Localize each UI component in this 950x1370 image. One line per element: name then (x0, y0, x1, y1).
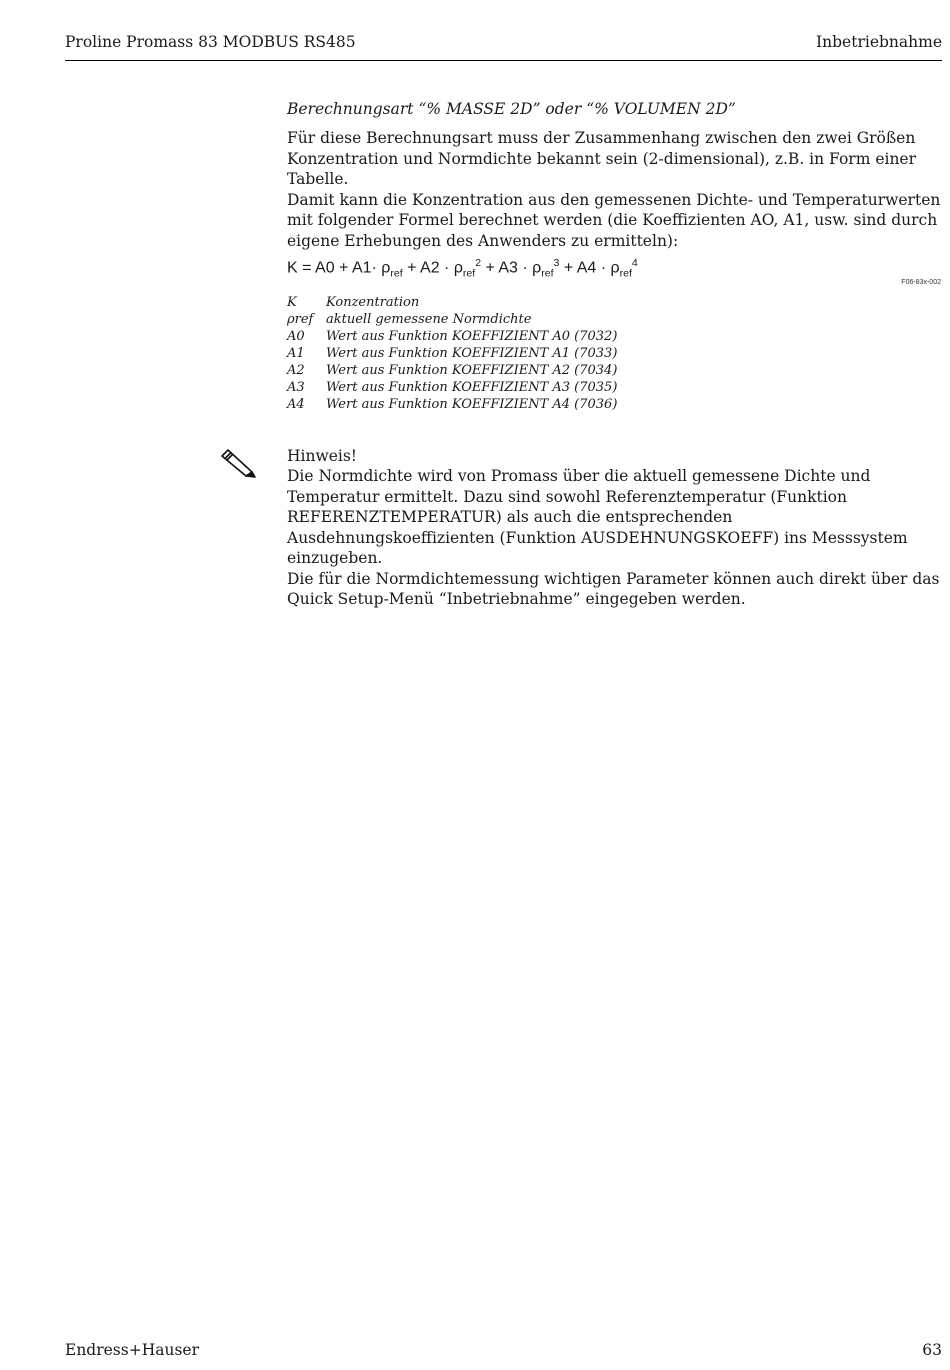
header-divider (65, 60, 942, 61)
intro-paragraph: Für diese Berechnungsart muss der Zusammenhang zwischen den zwei Größen Konzentration und Normdichte bekannt sein (2-dimensional), z.B. in Form einer Tabelle. (287, 129, 917, 188)
note-paragraph: Die für die Normdichtemessung wichtigen Parameter können auch direkt über das Quick Setup-Menü “Inbetriebnahme” eingegeben werden. (287, 569, 940, 608)
legend-description: Konzentration (326, 295, 420, 310)
legend-row (287, 379, 617, 396)
legend-row (287, 362, 617, 379)
legend-symbol: A4 (287, 397, 305, 412)
legend-description: Wert aus Funktion KOEFFIZIENT A2 (7034) (326, 363, 618, 378)
formula-ref: ref (390, 267, 403, 280)
legend-row (287, 396, 617, 413)
legend-row (287, 294, 617, 311)
legend-description: Wert aus Funktion KOEFFIZIENT A3 (7035) (326, 380, 618, 395)
footer-company: Endress+Hauser (65, 1341, 199, 1359)
legend-description: aktuell gemessene Normdichte (326, 312, 532, 327)
formula-term: + A4 · (559, 259, 611, 277)
legend-symbol: A2 (287, 363, 305, 378)
legend-symbol: K (287, 295, 297, 310)
header-document-title: Proline Promass 83 MODBUS RS485 (65, 33, 356, 51)
legend-description: Wert aus Funktion KOEFFIZIENT A0 (7032) (326, 329, 618, 344)
legend-row (287, 345, 617, 362)
formula-ref: ref (619, 267, 632, 280)
formula-rho: ρ (453, 259, 463, 277)
intro-paragraph: Damit kann die Konzentration aus den gemessenen Dichte- und Temperaturwerten mit folgender Formel berechnet werden (die Koeffizienten AO, A1, usw. sind durch eigene Erhebungen des Anwenders zu ermitteln): (287, 190, 941, 250)
pencil-icon (218, 446, 258, 478)
formula-exponent: 2 (475, 257, 482, 269)
legend-row (287, 328, 617, 345)
formula-ref: ref (462, 267, 476, 280)
formula-term: + A3 · (481, 259, 533, 277)
note-paragraph: Die Normdichte wird von Promass über die aktuell gemessene Dichte und Temperatur ermittelt. Dazu sind sowohl Referenztemperatur (Funktion REFERENZTEMPERATUR) als auch die entsprechenden Ausdehnungskoeffizienten (Funktion AUSDEHNUNGSKOEFF) ins Messsystem einzugeben. (287, 467, 908, 567)
formula-legend (287, 294, 617, 413)
figure-id: F06-83x-002 (901, 279, 941, 286)
concentration-formula (287, 257, 638, 280)
section-title: Berechnungsart “% MASSE 2D” oder “% VOLUMEN 2D” (287, 100, 736, 118)
formula-ref: ref (541, 267, 554, 280)
legend-description: Wert aus Funktion KOEFFIZIENT A1 (7033) (326, 346, 618, 361)
formula-term: + A2 · (402, 259, 454, 277)
formula-rho: ρ (610, 259, 620, 277)
legend-symbol: A3 (287, 380, 305, 395)
legend-symbol: A0 (287, 329, 305, 344)
formula-exponent: 3 (553, 257, 560, 269)
legend-symbol: A1 (287, 346, 305, 361)
note-title: Hinweis! (287, 447, 358, 465)
formula-rho: ρ (532, 259, 542, 277)
intro-text (287, 128, 943, 251)
formula-rho: ρ (381, 259, 391, 277)
formula-exponent: 4 (631, 257, 638, 269)
header-chapter-title: Inbetriebnahme (816, 33, 942, 51)
legend-description: Wert aus Funktion KOEFFIZIENT A4 (7036) (326, 397, 618, 412)
formula-lhs: K = A0 + A1· (287, 259, 377, 277)
note-body (287, 466, 943, 610)
legend-row (287, 311, 617, 328)
page-number: 63 (922, 1341, 942, 1359)
legend-symbol: ρref (287, 312, 314, 327)
